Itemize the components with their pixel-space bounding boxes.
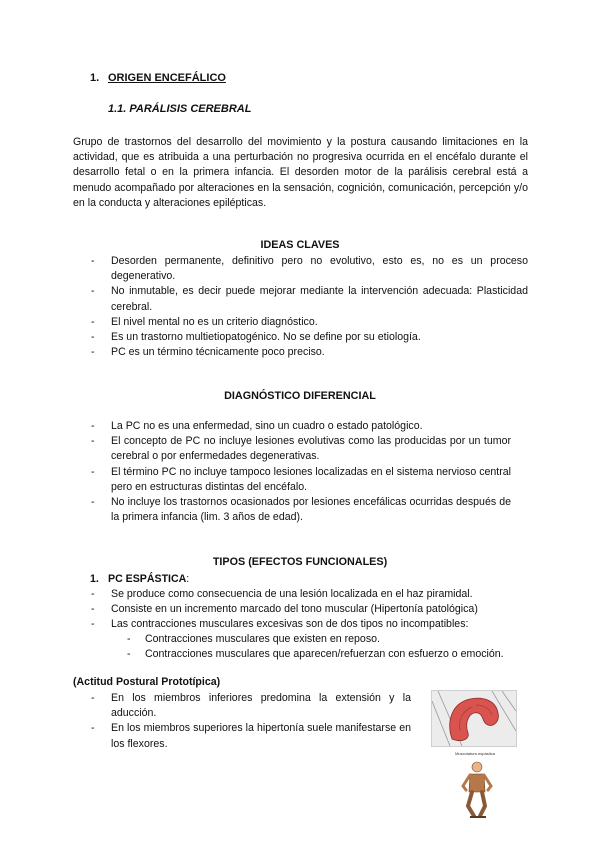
heading-number: 1. — [90, 72, 100, 84]
ideas-list — [91, 254, 528, 360]
list-item: - En los miembros inferiores predomina la extensión y la aducción. — [91, 691, 411, 721]
list-item: - La PC no es una enfermedad, sino un cuadro o estado patológico. — [91, 419, 511, 434]
section-title-ideas: IDEAS CLAVES — [260, 239, 340, 251]
list-item: - El término PC no incluye tampoco lesiones localizadas en el sistema nervioso central pero en estructuras distintas del encéfalo. — [91, 465, 511, 495]
section-title-diagnostico: DIAGNÓSTICO DIFERENCIAL — [224, 390, 376, 402]
section-title-tipos: TIPOS (EFECTOS FUNCIONALES) — [212, 556, 388, 568]
intro-paragraph: Grupo de trastornos del desarrollo del movimiento y la postura causando limitaciones en la actividad, que es atribuida a una perturbación no progresiva ocurrida en el encéfalo durante el desarrollo fetal o en la primera infancia. El desorden motor de la parálisis cerebral está a menudo acompañado por alteraciones en la sensación, cognición, comunicación, percepción y/o en la conducta y alteraciones epilépticas. — [73, 136, 528, 209]
list-item: - Contracciones musculares que existen en reposo. — [127, 632, 537, 647]
tipos-list — [91, 587, 531, 633]
list-item: - Se produce como consecuencia de una lesión localizada en el haz piramidal. — [91, 587, 531, 602]
list-item: - Contracciones musculares que aparecen/refuerzan con esfuerzo o emoción. — [127, 647, 537, 662]
list-item: - En los miembros superiores la hipertonía suele manifestarse en los flexores. — [91, 721, 411, 751]
person-graphic — [452, 760, 502, 820]
actitud-list — [91, 691, 411, 752]
list-item: - PC es un término técnicamente poco preciso. — [91, 345, 528, 360]
diagnostico-list — [91, 419, 511, 525]
muscle-arm-graphic — [432, 691, 516, 746]
list-item: - El concepto de PC no incluye lesiones evolutivas como las producidas por un tumor cerebral o por enfermedades degenerativas. — [91, 434, 511, 464]
actitud-title: (Actitud Postural Prototípica) — [73, 676, 221, 688]
spastic-posture-figure — [452, 760, 502, 820]
tipos-sublist — [127, 632, 537, 662]
muscle-illustration — [431, 690, 517, 747]
list-item: - Desorden permanente, definitivo pero no evolutivo, esto es, no es un proceso degenerativo. — [91, 254, 528, 284]
tipo-title: PC ESPÁSTICA — [108, 573, 187, 585]
heading-origen-encefalico — [90, 72, 226, 84]
list-item: - No incluye los trastornos ocasionados por lesiones encefálicas ocurridas después de la primera infancia (lim. 3 años de edad). — [91, 495, 511, 525]
tipo-suffix: : — [186, 573, 190, 585]
subheading-paralisis-cerebral: 1.1. PARÁLISIS CEREBRAL — [108, 103, 252, 115]
tipo-pc-espastica — [90, 573, 189, 585]
list-item: - El nivel mental no es un criterio diagnóstico. — [91, 315, 528, 330]
heading-title: ORIGEN ENCEFÁLICO — [108, 72, 226, 84]
tipo-number: 1. — [90, 573, 99, 585]
list-item: - No inmutable, es decir puede mejorar mediante la intervención adecuada: Plasticidad cerebral. — [91, 284, 528, 314]
list-item: - Consiste en un incremento marcado del tono muscular (Hipertonía patológica) — [91, 602, 531, 617]
figure-caption: Musculatura espástica — [455, 751, 495, 756]
list-item: - Es un trastorno multietiopatogénico. No se define por su etiología. — [91, 330, 528, 345]
list-item: - Las contracciones musculares excesivas son de dos tipos no incompatibles: — [91, 617, 531, 632]
